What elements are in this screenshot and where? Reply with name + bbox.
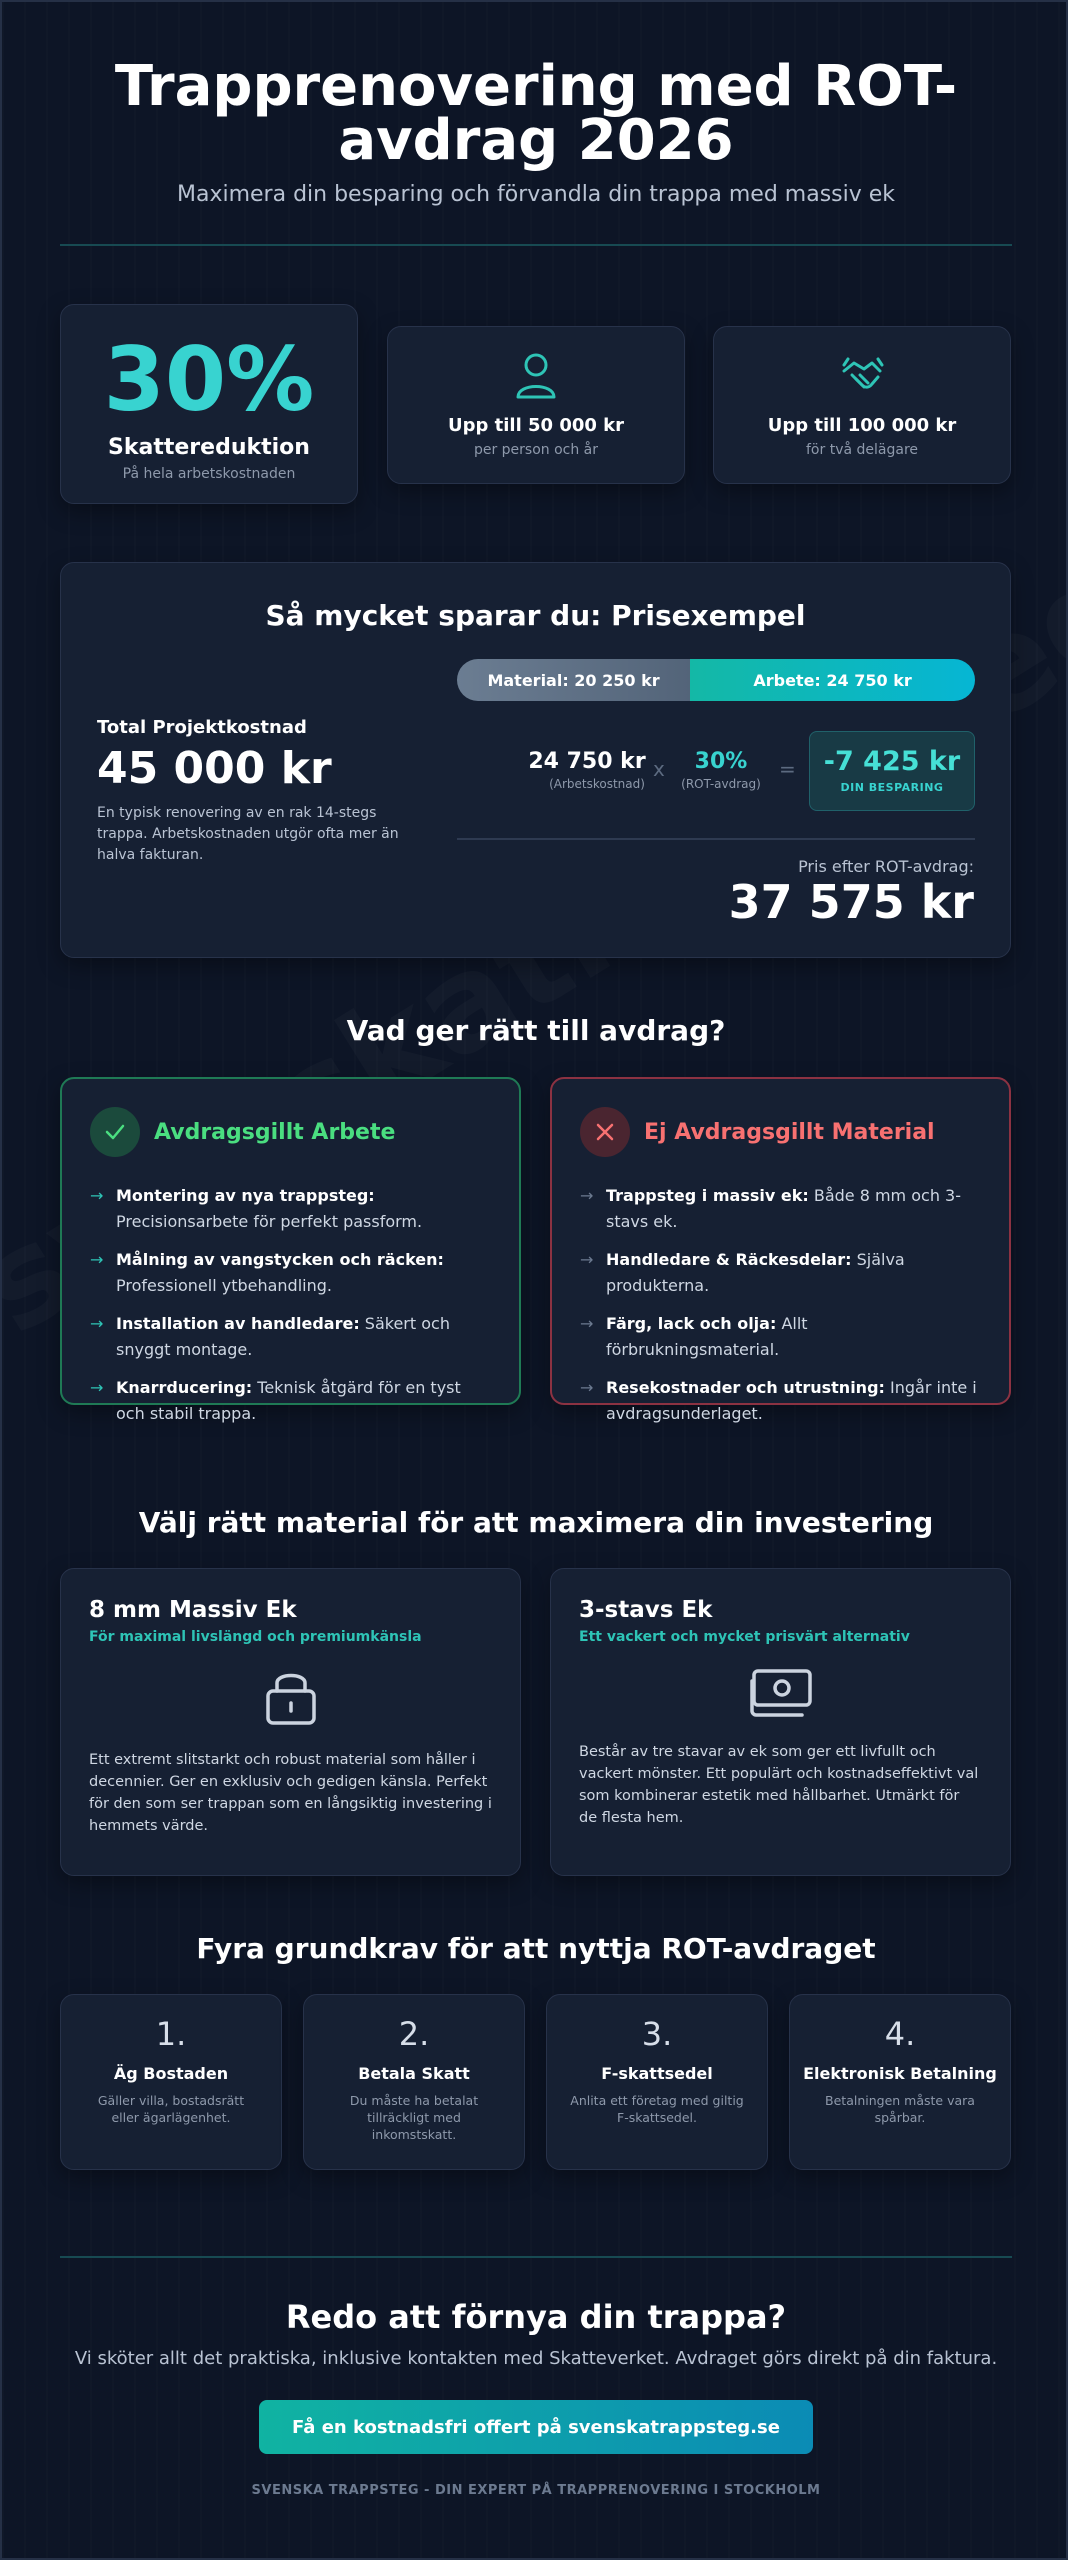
arrow-icon: → (580, 1186, 594, 1205)
requirement-number: 3. (641, 2015, 673, 2053)
list-item: → Handledare & Räckesdelar: Själva produkterna. (580, 1247, 981, 1299)
saving-box (809, 731, 975, 811)
divider (60, 244, 1012, 246)
total-description: En typisk renovering av en rak 14-stegs trappa. Arbetskostnaden utgör ofta mer än halva fakturan. (97, 805, 399, 863)
arrow-icon: → (580, 1250, 594, 1269)
saving-label: DIN BESPARING (840, 781, 944, 794)
requirement-title: Betala Skatt (358, 2064, 470, 2083)
money-icon (748, 1665, 814, 1723)
total-value: 45 000 kr (97, 743, 332, 794)
footer-text: SVENSKA TRAPPSTEG - DIN EXPERT PÅ TRAPPRENOVERING I STOCKHOLM (251, 2483, 821, 2498)
equals-operator: = (779, 757, 796, 781)
total-label: Total Projektkostnad (97, 717, 307, 738)
stat-person-title: Upp till 50 000 kr (447, 415, 625, 436)
arrow-icon: → (580, 1378, 594, 1397)
list-item: → Färg, lack och olja: Allt förbrukningsmaterial. (580, 1311, 981, 1363)
requirement-title: Elektronisk Betalning (803, 2064, 997, 2083)
material-title: 8 mm Massiv Ek (89, 1597, 297, 1623)
stat-percent: 30% (103, 328, 315, 431)
material-description: Ett extremt slitstarkt och robust material som håller i decennier. Ger en exklusiv och gedigen känsla. Perfekt för den som ser trappan som en långsiktig investering i hemmets värde. (89, 1752, 492, 1834)
rot-sub: (ROT-avdrag) (681, 777, 761, 791)
requirement-description: Gäller villa, bostadsrätt eller ägarlägenhet. (97, 2093, 245, 2125)
materials-heading: Välj rätt material för att maximera din investering (138, 1506, 934, 1539)
list-item: → Montering av nya trappsteg: Precisionsarbete för perfekt passform. (90, 1183, 491, 1235)
arrow-icon: → (90, 1250, 104, 1269)
requirement-card-4 (789, 1994, 1011, 2170)
arrow-icon: → (90, 1314, 104, 1333)
not-eligible-card (550, 1077, 1011, 1423)
material-title: 3-stavs Ek (579, 1597, 713, 1623)
arrow-icon: → (580, 1314, 594, 1333)
get-offer-button[interactable]: Få en kostnadsfri offert på svenskatrappsteg.se (259, 2400, 813, 2454)
material-sub: För maximal livslängd och premiumkänsla (89, 1629, 422, 1645)
rot-value: 30% (694, 749, 748, 774)
stat-card-person (387, 326, 685, 484)
requirement-number: 2. (398, 2015, 430, 2053)
page-title: Trapprenovering med ROT-avdrag 2026 (114, 54, 958, 173)
requirement-number: 4. (884, 2015, 916, 2053)
after-rot-label: Pris efter ROT-avdrag: (798, 857, 974, 876)
page-subtitle: Maximera din besparing och förvandla din trappa med massiv ek (176, 182, 896, 207)
price-example-card (60, 562, 1011, 958)
stat-couple-title: Upp till 100 000 kr (767, 415, 957, 436)
list-item: → Installation av handledare: Säkert och snyggt montage. (90, 1311, 491, 1363)
requirement-card-3 (546, 1994, 768, 2170)
list-item: → Knarrducering: Teknisk åtgärd för en tyst och stabil trappa. (90, 1375, 491, 1427)
bar-work: Arbete: 24 750 kr (690, 659, 975, 701)
price-divider (457, 838, 975, 840)
cta-subtitle: Vi sköter allt det praktiska, inklusive kontakten med Skatteverket. Avdraget görs direkt på din faktura. (74, 2348, 998, 2369)
material-card-3stavs (550, 1568, 1011, 1876)
stat-person-sub: per person och år (473, 442, 599, 458)
material-sub: Ett vackert och mycket prisvärt alternativ (579, 1629, 910, 1645)
check-icon (90, 1107, 140, 1157)
requirement-description: Du måste ha betalat tillräckligt med inkomstskatt. (349, 2093, 479, 2142)
cost-split-bar (457, 659, 975, 701)
requirement-card-2 (303, 1994, 525, 2170)
saving-value: -7 425 kr (823, 746, 961, 777)
bar-material: Material: 20 250 kr (457, 659, 690, 701)
handshake-icon (838, 351, 886, 401)
cross-icon (580, 1107, 630, 1157)
requirement-title: F-skattsedel (601, 2064, 713, 2083)
requirement-title: Äg Bostaden (113, 2064, 229, 2083)
stat-percent-sub: På hela arbetskostnaden (122, 466, 296, 482)
divider (60, 2256, 1012, 2258)
not-eligible-title: Ej Avdragsgillt Material (644, 1119, 935, 1145)
arrow-icon: → (90, 1378, 104, 1397)
user-icon (514, 351, 558, 401)
eligible-work-card (60, 1077, 521, 1423)
price-example-heading: Så mycket sparar du: Prisexempel (265, 599, 806, 632)
after-rot-value: 37 575 kr (728, 875, 974, 929)
stat-couple-sub: för två delägare (806, 442, 918, 458)
list-item: → Målning av vangstycken och räcken: Professionell ytbehandling. (90, 1247, 491, 1299)
requirements-heading: Fyra grundkrav för att nyttja ROT-avdraget (196, 1932, 876, 1965)
requirement-card-1 (60, 1994, 282, 2170)
requirement-number: 1. (155, 2015, 187, 2053)
material-card-8mm (60, 1568, 521, 1876)
stat-card-couple (713, 326, 1011, 484)
work-value: 24 750 kr (528, 749, 646, 774)
lock-icon (263, 1665, 319, 1727)
list-item: → Trappsteg i massiv ek: Både 8 mm och 3-stavs ek. (580, 1183, 981, 1235)
arrow-icon: → (90, 1186, 104, 1205)
requirement-description: Betalningen måste vara spårbar. (825, 2093, 975, 2125)
work-sub: (Arbetskostnad) (549, 777, 645, 791)
cta-title: Redo att förnya din trappa? (285, 2298, 787, 2336)
eligible-list (90, 1183, 491, 1427)
not-eligible-list (580, 1183, 981, 1427)
requirement-description: Anlita ett företag med giltig F-skattsedel. (570, 2093, 744, 2125)
eligibility-heading: Vad ger rätt till avdrag? (346, 1014, 726, 1047)
list-item: → Resekostnader och utrustning: Ingår inte i avdragsunderlaget. (580, 1375, 981, 1427)
eligible-title: Avdragsgillt Arbete (154, 1119, 396, 1145)
stat-percent-label: Skattereduktion (108, 435, 310, 460)
stat-card-percent (60, 304, 358, 504)
material-description: Består av tre stavar av ek som ger ett livfullt och vackert mönster. Ett populärt och kostnadseffektivt val som kombinerar estetik med hållbarhet. Utmärkt för de flesta hem. (579, 1744, 979, 1826)
times-operator: x (653, 757, 665, 781)
